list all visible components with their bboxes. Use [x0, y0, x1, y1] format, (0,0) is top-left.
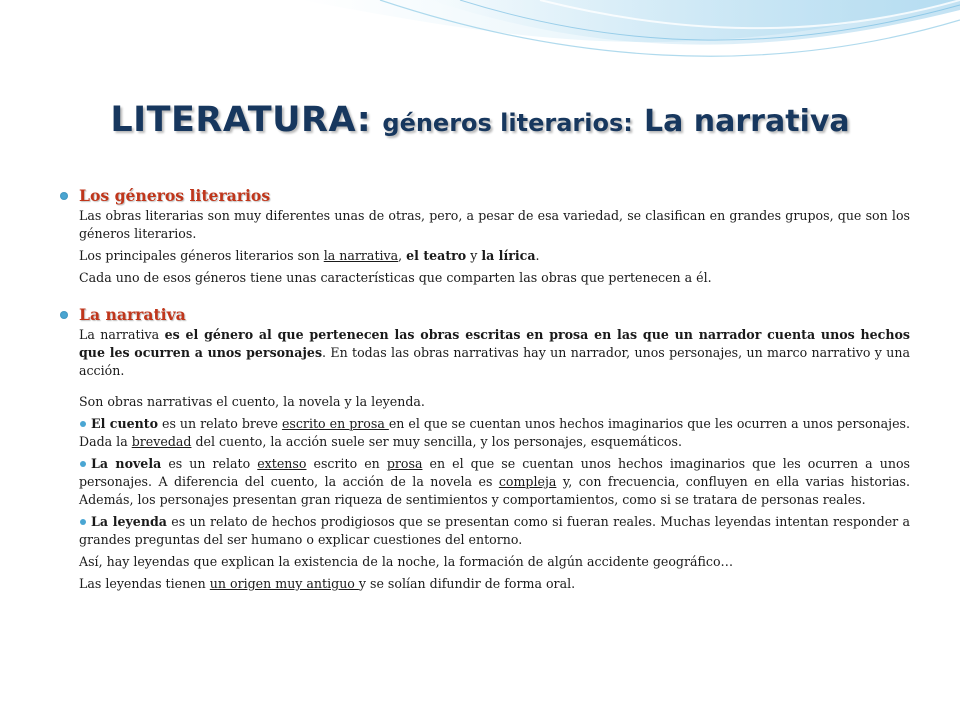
bullet-icon [60, 311, 68, 319]
text-run: y se solían difundir de forma oral. [358, 576, 576, 591]
section-generos [60, 186, 910, 287]
list-item-leyenda [79, 513, 910, 549]
bullet-icon [80, 421, 86, 427]
text-run: y [466, 248, 482, 263]
heading-text: Los géneros literarios [79, 186, 271, 205]
paragraph [79, 207, 910, 243]
title-main: LITERATURA: [110, 100, 372, 140]
underlined-text: brevedad [131, 434, 192, 449]
text-run: es un relato [161, 456, 258, 471]
bold-text: es el género al que pertenecen las obras escritas en prosa en las que un narrador cuenta unos hechos que les ocurren a unos personajes [79, 327, 910, 360]
bullet-icon [80, 519, 86, 525]
section-heading [60, 186, 910, 206]
paragraph-text: Así, hay leyendas que explican la existencia de la noche, la formación de algún accidente geográfico… [79, 554, 734, 569]
bold-text: La leyenda [91, 514, 167, 529]
paragraph [79, 269, 910, 287]
underlined-text: escrito en prosa [281, 416, 389, 431]
heading-text: La narrativa [79, 305, 186, 324]
text-run: Las leyendas tienen [79, 576, 210, 591]
text-run: , [398, 248, 407, 263]
section-heading [60, 305, 910, 325]
underlined-text: la narrativa [323, 248, 399, 263]
bold-text: El cuento [91, 416, 158, 431]
text-run: Los principales géneros literarios son [79, 248, 324, 263]
text-run: escrito en [306, 456, 387, 471]
paragraph-text: Cada uno de esos géneros tiene unas características que comparten las obras que pertenecen a él. [79, 270, 712, 285]
text-run: La narrativa [79, 327, 165, 342]
bold-text: el teatro [406, 248, 467, 263]
text-run: es un relato de hechos prodigiosos que se presentan como si fueran reales. Muchas leyendas intentan responder a grandes preguntas del ser humano o explicar cuestiones del entorno. [79, 514, 910, 547]
list-item-cuento [79, 415, 910, 451]
paragraph-text: Las obras literarias son muy diferentes unas de otras, pero, a pesar de esa variedad, se clasifican en grandes grupos, que son los géneros literarios. [79, 208, 910, 241]
bold-text: la lírica [481, 248, 536, 263]
underlined-text: un origen muy antiguo [209, 576, 359, 591]
bold-text: La novela [91, 456, 162, 471]
paragraph [79, 326, 910, 380]
text-run: . En todas las obras narrativas hay un narrador, unos personajes, un marco narrativo y una acción. [79, 345, 910, 378]
bullet-icon [80, 461, 86, 467]
paragraph [79, 575, 910, 593]
text-run: en el que se cuentan unos hechos imaginarios que les ocurren a unos personajes. A diferencia del cuento, la acción de la novela es [79, 456, 911, 489]
underlined-text: prosa [386, 456, 423, 471]
section-narrativa [60, 305, 910, 593]
text-run: del cuento, la acción suele ser muy sencilla, y los personajes, esquemáticos. [191, 434, 682, 449]
title-sub: géneros literarios: [382, 109, 633, 137]
text-run: es un relato breve [158, 416, 282, 431]
paragraph [79, 553, 910, 571]
text-run: en el que se cuentan unos hechos imaginarios que les ocurren a unos personajes. Dada la [79, 416, 910, 449]
bullet-icon [60, 192, 68, 200]
underlined-text: extenso [257, 456, 307, 471]
list-item-novela [79, 455, 910, 509]
text-run: . [535, 248, 540, 263]
underlined-text: compleja [498, 474, 557, 489]
slide-title [0, 100, 960, 140]
slide-content [60, 186, 910, 597]
paragraph [79, 247, 910, 265]
text-run: y, con frecuencia, confluyen en ella varias historias. Además, los personajes presentan gran riqueza de sentimientos y comportamientos, como si se tratara de personas reales. [79, 474, 910, 507]
paragraph [79, 393, 910, 411]
title-end: La narrativa [643, 104, 850, 139]
paragraph-text: Son obras narrativas el cuento, la novela y la leyenda. [79, 394, 425, 409]
